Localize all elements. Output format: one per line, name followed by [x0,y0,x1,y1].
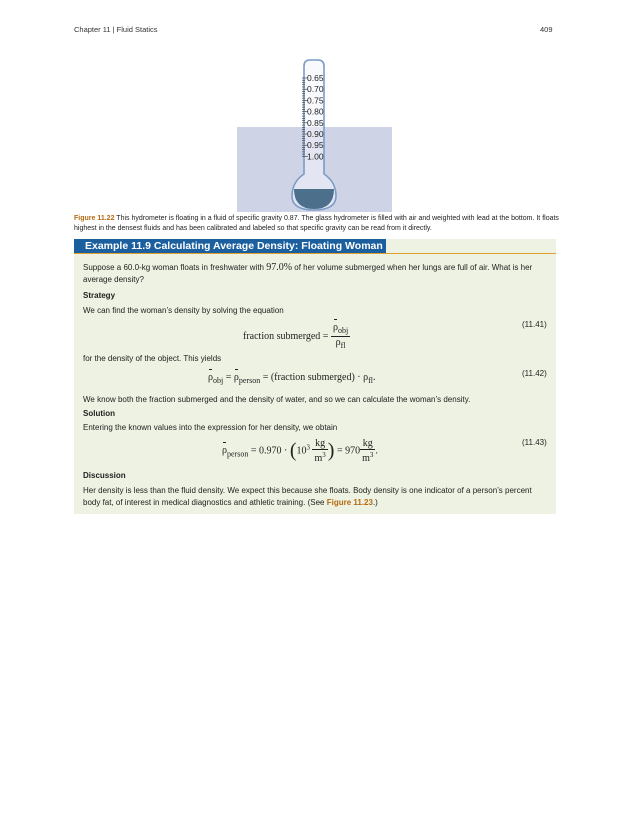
page-number: 409 [540,25,553,34]
figure-caption [74,214,559,233]
figure-label: Figure 11.22 [74,215,115,222]
figure-11-23-link[interactable]: Figure 11.23 [326,498,373,507]
yields-text: for the density of the object. This yields [83,354,222,363]
equation-number-11-43: (11.43) [522,438,547,447]
scale-label: 0.65 [307,73,324,83]
equation-number-11-41: (11.41) [522,320,547,329]
scale-label: 0.85 [307,117,324,128]
scale-label: 1.00 [307,151,324,162]
equation-11-41: fraction submerged = $\frac{\rho_{obj}}{\rho_{fl}}$ [243,322,349,350]
example-title-rule [74,253,556,254]
example-title: Example 11.9 Calculating Average Density: Floating Woman [74,239,386,254]
equation-number-11-42: (11.42) [522,369,547,378]
scale-label: 0.70 [307,84,324,95]
caption-text: This hydrometer is floating in a fluid of specific gravity 0.87. The glass hydrometer is filled with air and weighted with lead at the bottom. It floats highest in the densest fluids and has been calibrated and labeled so that specific gravity can be read from it directly. [74,215,559,232]
scale-labels [307,73,324,161]
know-text: We know both the fraction submerged and the density of water, and so we can calculate the woman’s density. [83,395,471,404]
hydrometer-figure [0,0,630,215]
discussion-heading: Discussion [83,471,126,480]
scale-label: 0.95 [307,140,324,151]
chapter-header: Chapter 11 | Fluid Statics [74,25,158,34]
strategy-text: We can find the woman’s density by solving the equation [83,306,284,315]
scale-label: 0.80 [307,106,324,117]
scale-label: 0.75 [307,95,324,106]
example-intro: Suppose a 60.0-kg woman floats in freshwater with 97.0% of her volume submerged when her lungs are full of air. What is her average density? [83,262,533,284]
equation-11-43: $\rho_{person} = 0.970 \cdot (10^3$ $\frac{kg}{m^3}$ ) = 970 $\frac{kg}{m^3}$ . [222,438,378,464]
equation-11-42: $\rho_{obj} = \rho_{person}$ = (fraction submerged) · $\rho_{fl}$. [208,372,376,385]
discussion-text: Her density is less than the fluid density. We expect this because she floats. Body density is one indicator of a person’s percent body fat, of interest in medical diagnostics and athletic training. (See Figure 11.23.) [83,486,532,507]
solution-heading: Solution [83,409,115,418]
solution-text: Entering the known values into the expression for her density, we obtain [83,423,338,432]
scale-label: 0.90 [307,129,324,139]
strategy-heading: Strategy [83,291,116,300]
